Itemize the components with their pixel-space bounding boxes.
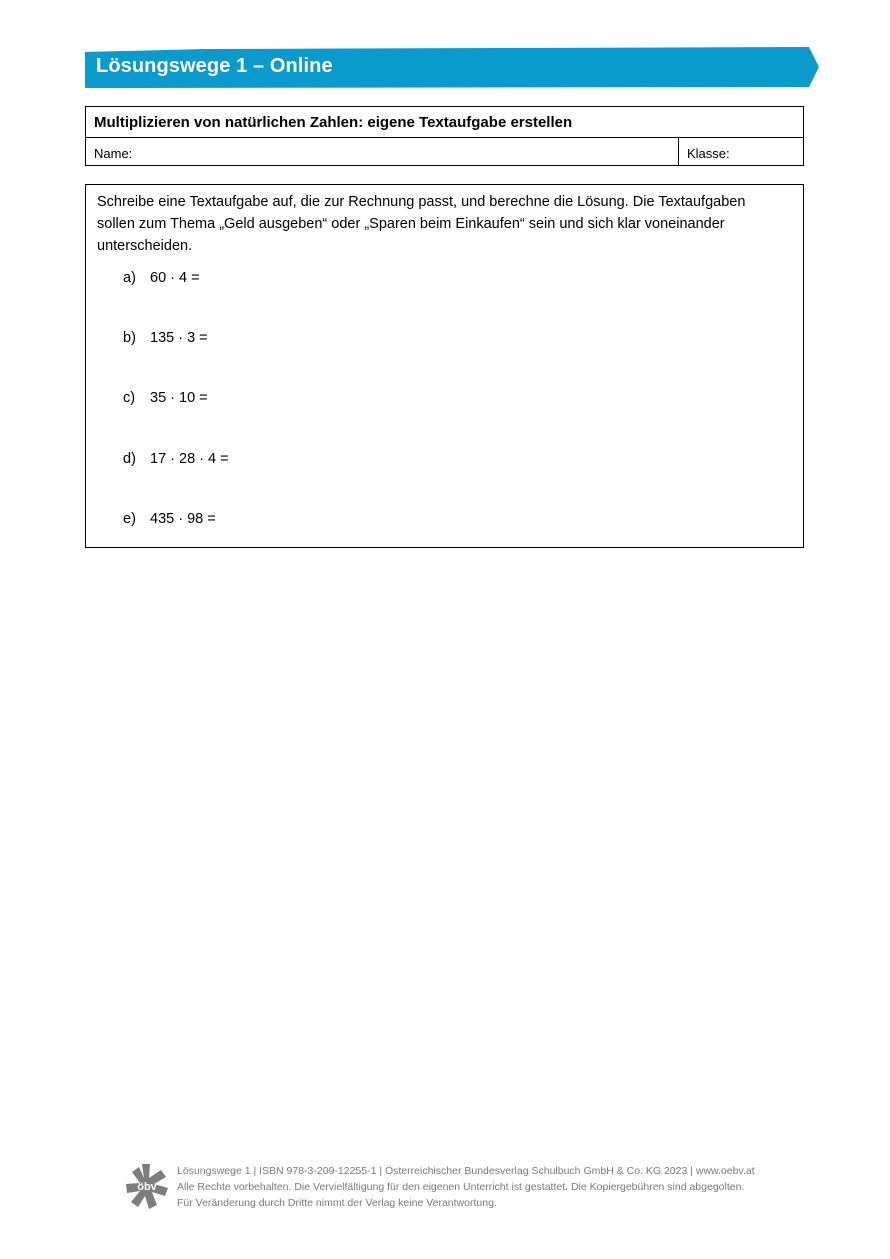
- exercise-expression: 17 · 28 · 4 =: [150, 451, 229, 467]
- name-field: Name:: [86, 138, 679, 166]
- class-field: Klasse:: [687, 146, 730, 161]
- exercise-item: [123, 451, 229, 467]
- exercise-label: c): [123, 390, 136, 406]
- exercise-item: [123, 330, 208, 346]
- exercise-expression: 135 · 3 =: [150, 330, 208, 346]
- worksheet-header: [85, 106, 804, 166]
- exercise-item: [123, 390, 208, 406]
- footer-text: [177, 1163, 755, 1211]
- exercise-label: b): [123, 330, 136, 346]
- exercise-expression: 35 · 10 =: [150, 390, 208, 406]
- footer-line: Für Veränderung durch Dritte nimmt der Verlag keine Verantwortung.: [177, 1197, 497, 1209]
- exercise-expression: 435 · 98 =: [150, 511, 216, 527]
- exercise-item: [123, 511, 216, 527]
- exercise-label: e): [123, 511, 136, 527]
- exercise-label: a): [123, 270, 136, 286]
- footer-line: Lösungswege 1 | ISBN 978-3-209-12255-1 | Österreichischer Bundesverlag Schulbuch GmbH & Co. KG 2023 | www.oebv.at: [177, 1165, 755, 1177]
- banner-title: Lösungswege 1 – Online: [96, 55, 333, 77]
- publisher-logo: [124, 1162, 170, 1215]
- logo-text: öbv: [137, 1181, 157, 1193]
- worksheet-title: Multiplizieren von natürlichen Zahlen: eigene Textaufgabe erstellen: [86, 107, 803, 138]
- task-instruction: Schreibe eine Textaufgabe auf, die zur Rechnung passt, und berechne die Lösung. Die Textaufgaben sollen zum Thema „Geld ausgeben“ oder „Sparen beim Einkaufen“ sein und sich klar voneinander unterscheiden.: [97, 194, 746, 254]
- header-banner: [85, 46, 819, 88]
- exercise-item: [123, 270, 200, 286]
- exercise-expression: 60 · 4 =: [150, 270, 200, 286]
- task-box: [85, 184, 804, 548]
- exercise-label: d): [123, 451, 136, 467]
- footer-line: Alle Rechte vorbehalten. Die Vervielfältigung für den eigenen Unterricht ist gestattet. Die Kopiergebühren sind abgegolten.: [177, 1181, 745, 1193]
